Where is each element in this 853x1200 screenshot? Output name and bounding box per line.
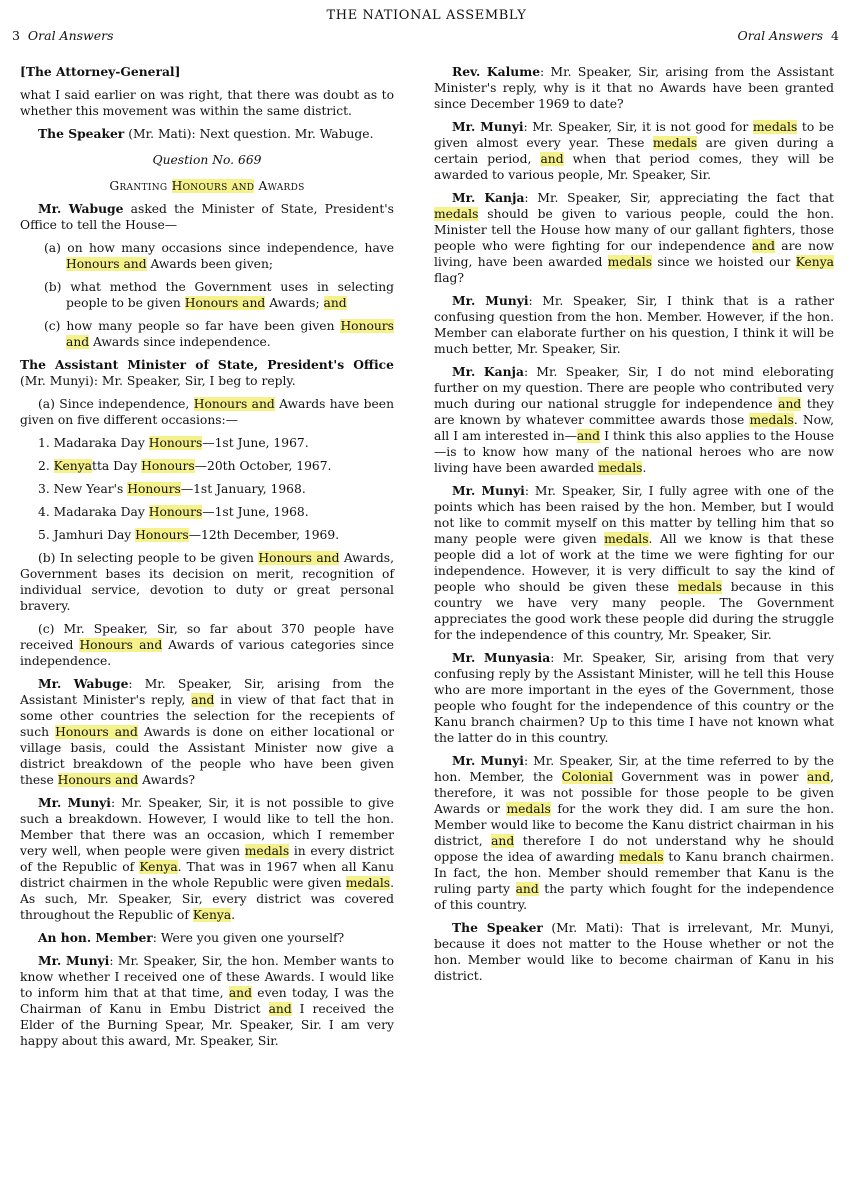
paragraph (434, 920, 834, 984)
highlighted-term: medals (506, 802, 551, 816)
speaker-name: Mr. Kanja (452, 364, 524, 379)
paragraph (20, 676, 394, 788)
paragraph (434, 753, 834, 913)
speaker-name: Mr. Munyasia (452, 650, 551, 665)
paragraph (434, 483, 834, 643)
paragraph (20, 87, 394, 119)
paragraph-text: : Mr. Speaker, Sir, I do not mind eleborating further on my question. There are people who contributed very much during our national struggle for independence and they are known by whatever committee awards those medals. Now, all I am interested in—and I think this also applies to the House—is to know how many of the national heroes who are now living have been awarded medals. (434, 365, 835, 475)
highlighted-term: Kenya (795, 255, 834, 269)
left-page-number: 3 (12, 28, 20, 43)
highlighted-term: medals (434, 207, 479, 221)
highlighted-term: medals (607, 255, 653, 269)
left-section-label: Oral Answers (27, 28, 114, 43)
paragraph (20, 504, 394, 520)
paragraph-text: (a) Since independence, Honours and Awards have been given on five different occasions:— (20, 397, 394, 427)
paragraph-text: : Mr. Speaker, Sir, I think that is a rather confusing question from the hon. Member. However, if the hon. Member can elaborate further on his question, I think it will be much better, Mr. Speaker, Sir. (434, 294, 835, 356)
paragraph-text: 3. New Year's Honours—1st January, 1968. (38, 482, 306, 496)
paragraph (434, 190, 834, 286)
paragraph (20, 550, 394, 614)
highlighted-term: medals (345, 876, 391, 890)
paragraph-text: : Mr. Speaker, Sir, appreciating the fact that medals should be given to various people, could the hon. Minister tell the House how many of our gallant fighters, those people who were fighting for our independence and are now living, have been awarded medals since we hoisted our Kenya flag? (434, 191, 834, 285)
paragraph (20, 178, 394, 194)
paragraph-text: asked the Minister of State, President's Office to tell the House— (20, 202, 394, 232)
highlighted-term: medals (677, 580, 723, 594)
highlighted-term: and (576, 429, 601, 443)
highlighted-term: and (191, 693, 215, 707)
paragraph (434, 64, 834, 112)
paragraph-text: : Mr. Speaker, Sir, it is not good for medals to be given almost every year. These medals are given during a certain period, and when that period comes, they will be awarded to various people, Mr. Speaker, Sir. (434, 120, 834, 182)
paragraph-text: Granting Honours and Awards (109, 179, 305, 193)
paragraph-text: 2. Kenyatta Day Honours—20th October, 1967. (38, 459, 332, 473)
page-title: THE NATIONAL ASSEMBLY (326, 8, 527, 23)
highlighted-term: Honours and (66, 319, 394, 349)
highlighted-term: and (268, 1002, 292, 1016)
paragraph (20, 481, 394, 497)
paragraph (20, 279, 394, 311)
paragraph (20, 527, 394, 543)
paragraph (434, 650, 834, 746)
highlighted-term: and (228, 986, 252, 1000)
right-page-number: 4 (831, 28, 839, 43)
speaker-name: Mr. Munyi (452, 119, 524, 134)
paragraph (20, 458, 394, 474)
left-column (20, 64, 394, 1056)
paragraph (434, 293, 834, 357)
paragraph (20, 930, 394, 946)
highlighted-term: and (751, 239, 775, 253)
highlighted-term: Honours and (79, 638, 163, 652)
highlighted-term: Kenya (53, 459, 92, 473)
highlighted-term: Colonial (561, 770, 613, 784)
speaker-name: The Assistant Minister of State, President's Office (20, 357, 394, 372)
speaker-name: Mr. Munyi (452, 293, 529, 308)
paragraph (20, 435, 394, 451)
highlighted-term: Honours and (66, 257, 147, 271)
right-section-label: Oral Answers (737, 28, 824, 43)
highlighted-term: and (806, 770, 831, 784)
highlighted-term: medals (749, 413, 794, 427)
paragraph-text: [The Attorney-General] (20, 64, 181, 79)
highlighted-term: medals (598, 461, 643, 475)
highlighted-term: Honours (135, 528, 189, 542)
paragraph (20, 152, 394, 168)
highlighted-term: Kenya (139, 860, 178, 874)
paragraph-text: : Mr. Speaker, Sir, arising from the Assistant Minister's reply, and in view of that fact that in some other countries the selection for the recepients of such Honours and Awards is done on either locational or village basis, could the Assistant Minister now give a district breakdown of the people who have been given these Honours and Awards? (20, 677, 395, 787)
paragraph-text: : Were you given one yourself? (152, 931, 345, 945)
paragraph-text: (Mr. Mati): That is irrelevant, Mr. Munyi, because it does not matter to the House whether or not the hon. Member would like to become chairman of Kanu in his district. (434, 921, 834, 983)
paragraph-text: (b) In selecting people to be given Honours and Awards, Government bases its decision on merit, recognition of individual service, devotion to duty or great personal bravery. (20, 551, 394, 613)
highlighted-term: and (540, 152, 564, 166)
highlighted-term: Honours (141, 459, 195, 473)
highlighted-term: medals (604, 532, 649, 546)
highlighted-term: medals (652, 136, 698, 150)
highlighted-term: and (323, 296, 347, 310)
highlighted-term: Honours and (258, 551, 340, 565)
paragraph-text: 5. Jamhuri Day Honours—12th December, 1969. (38, 528, 340, 542)
paragraph-text: : Mr. Speaker, Sir, I fully agree with one of the points which has been raised by the hon. Member, but I would not like to commit myself on this matter by telling him that so many people were given medals. All we know is that these people did a lot of work at the time we were fighting for our independence. However, it is very difficult to say the kind of people who should be given these medals because in this country we have very many people. The Government appreciates the good work these people did during the struggle for the independence of this country, Mr. Speaker, Sir. (434, 484, 834, 642)
paragraph-text: (c) how many people so far have been given Honours and Awards since independence. (44, 319, 394, 349)
paragraph-text: Question No. 669 (152, 153, 262, 167)
speaker-name: Mr. Munyi (452, 753, 524, 768)
speaker-name: Mr. Munyi (38, 953, 110, 968)
paragraph (20, 201, 394, 233)
paragraph (20, 953, 394, 1049)
highlighted-term: medals (619, 850, 664, 864)
highlighted-term: medals (244, 844, 290, 858)
speaker-name: Mr. Kanja (452, 190, 525, 205)
paragraph-text: what I said earlier on was right, that there was doubt as to whether this movement was within the same district. (20, 88, 394, 118)
paragraph (20, 357, 394, 389)
highlighted-term: and (515, 882, 539, 896)
paragraph (20, 126, 394, 142)
paragraph-text: (Mr. Munyi): Mr. Speaker, Sir, I beg to reply. (20, 374, 296, 388)
speaker-name: The Speaker (452, 920, 543, 935)
paragraph-text: : Mr. Speaker, Sir, arising from the Assistant Minister's reply, why is it that no Awards have been granted since December 1969 to date? (434, 65, 834, 111)
highlighted-term: Honours and (184, 296, 266, 310)
speaker-name: Mr. Munyi (38, 795, 111, 810)
paragraph-text: 4. Madaraka Day Honours—1st June, 1968. (38, 505, 309, 519)
left-running-head (12, 28, 114, 43)
paragraph (20, 318, 394, 350)
paragraph-text: : Mr. Speaker, Sir, the hon. Member wants to know whether I received one of these Awards. I would like to inform him that at that time, and even today, I was the Chairman of Kanu in Embu District and I received the Elder of the Burning Spear, Mr. Speaker, Sir. I am very happy about this award, Mr. Speaker, Sir. (20, 954, 394, 1048)
page-header (0, 0, 853, 46)
speaker-name: An hon. Member (38, 930, 153, 945)
paragraph (20, 64, 394, 80)
paragraph-text: (a) on how many occasions since independence, have Honours and Awards been given; (44, 241, 394, 271)
highlighted-term: Honours (127, 482, 181, 496)
speaker-name: Mr. Wabuge (38, 201, 124, 216)
paragraph-text: : Mr. Speaker, Sir, at the time referred to by the hon. Member, the Colonial Government was in power and, therefore, it was not possible for those people to be given Awards or medals for the work they did. I am sure the hon. Member would like to become the Kanu district chairman in his district, and therefore I do not understand why he should oppose the idea of awarding medals to Kanu branch chairmen. In fact, the hon. Member should remember that Kanu is the ruling party and the party which fought for the independence of this country. (434, 754, 835, 912)
highlighted-term: Honours (148, 505, 203, 519)
highlighted-term: Honours and (57, 773, 139, 787)
highlighted-term: and (778, 397, 802, 411)
highlighted-term: Honours and (193, 397, 275, 411)
paragraph (20, 795, 394, 923)
highlighted-term: Honours and (55, 725, 138, 739)
paragraph (434, 364, 834, 476)
paragraph (20, 240, 394, 272)
right-running-head (737, 28, 839, 43)
paragraph (20, 396, 394, 428)
paragraph-text: (Mr. Mati): Next question. Mr. Wabuge. (124, 127, 374, 141)
paragraph-text: 1. Madaraka Day Honours—1st June, 1967. (38, 436, 309, 450)
speaker-name: Mr. Munyi (452, 483, 525, 498)
paragraph (20, 621, 394, 669)
paragraph-text: (b) what method the Government uses in selecting people to be given Honours and Awards; and (44, 280, 394, 310)
paragraph-text: (c) Mr. Speaker, Sir, so far about 370 people have received Honours and Awards of various categories since independence. (20, 622, 395, 668)
paragraph-text: : Mr. Speaker, Sir, it is not possible to give such a breakdown. However, I would like to tell the hon. Member that there was an occasion, which I remember very well, when people were given medals in every district of the Republic of Kenya. That was in 1967 when all Kanu district chairmen in the whole Republic were given medals. As such, Mr. Speaker, Sir, every district was covered throughout the Republic of Kenya. (20, 796, 395, 922)
speaker-name: Mr. Wabuge (38, 676, 129, 691)
speaker-name: Rev. Kalume (452, 64, 541, 79)
right-column (434, 64, 834, 991)
paragraph (434, 119, 834, 183)
speaker-name: The Speaker (38, 126, 125, 141)
highlighted-term: medals (752, 120, 798, 134)
paragraph-text: : Mr. Speaker, Sir, arising from that very confusing reply by the Assistant Minister, will he tell this House who are more important in the eyes of the Government, those people who fought for the independence of this country or the Kanu branch chairmen? Up to this time I have not known what the latter do in this country. (434, 651, 834, 745)
highlighted-term: Honours and (171, 179, 255, 193)
highlighted-term: Honours (148, 436, 203, 450)
highlighted-term: Kenya (192, 908, 232, 922)
highlighted-term: and (491, 834, 515, 848)
